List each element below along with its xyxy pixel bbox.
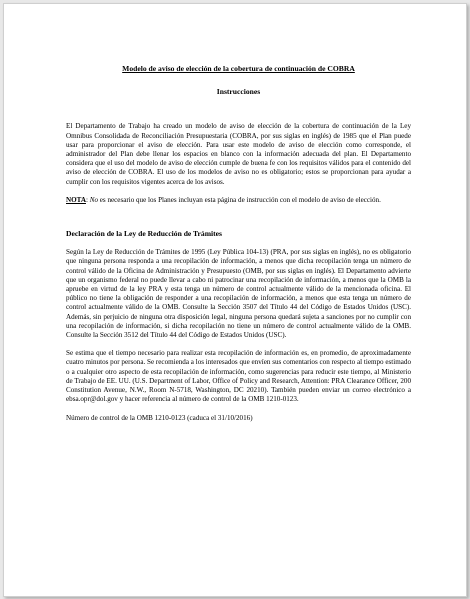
note-text: es necesario que los Planes incluyan esta página de instrucción con el modelo de aviso de elección. [98,195,381,204]
note-paragraph [66,196,411,205]
note-emphasis: No [89,195,98,204]
document-page [3,3,467,597]
paperwork-paragraph-2: Se estima que el tiempo necesario para realizar esta recopilación de información es, en promedio, de aproximadamente cuatro minutos por persona. Se recomienda a los interesados que envíen sus comentarios con respecto al tiempo estimado o a cualquier otro aspecto de esta recopilación de información, como sugerencias para reducir este tiempo, al Ministerio de Trabajo de EE. UU. (U.S. Department of Labor, Office of Policy and Research, Attention: PRA Clearance Officer, 200 Constitution Avenue, N.W., Room N-5718, Washington, DC 20210). También pueden enviar un correo electrónico a ebsa.opr@dol.gov y hacer referencia al número de control de la OMB 1210-0123. [66,349,411,404]
document-title: Modelo de aviso de elección de la cobertura de continuación de COBRA [122,64,355,73]
intro-paragraph: El Departamento de Trabajo ha creado un modelo de aviso de elección de la cobertura de continuación de la Ley Omnibus Consolidada de Reconciliación Presupuestaria (COBRA, por sus siglas en inglés) de 1985 que el Plan puede usar para proporcionar el aviso de elección. Para usar este modelo de aviso de elección como corresponde, el administrador del Plan debe llenar los espacios en blanco con la información adecuada del plan. El Departamento considera que el uso del modelo de aviso de elección cumple de buena fe con los requisitos válidos para el contenido del aviso de elección de COBRA. El uso de los modelos de aviso no es obligatorio; estos se proporcionan para ayudar a cumplir con los requisitos vigentes acerca de los avisos. [66,122,411,186]
document-content [66,64,411,424]
paperwork-paragraph-1: Según la Ley de Reducción de Trámites de 1995 (Ley Pública 104-13) (PRA, por sus siglas en inglés), no es obligatorio que ninguna persona responda a una recopilación de información, a menos que dicha recopilación tenga un número de control válido de la Oficina de Administración y Presupuesto (OMB, por sus siglas en inglés). El Departamento advierte que un organismo federal no puede llevar a cabo ni patrocinar una recopilación de información, a menos que la OMB la apruebe en virtud de la ley PRA y esta tenga un número de control actualmente válido de la mencionada oficina. El público no tiene la obligación de responder a una recopilación de información, a menos que esta tenga un número de control actualmente válido de la OMB. Consulte la Sección 3507 del Título 44 del Código de Estados Unidos (USC). Además, sin perjuicio de ninguna otra disposición legal, ninguna persona quedará sujeta a sanciones por no cumplir con una recopilación de información, si dicha recopilación no tiene un número de control actualmente válido de la OMB. Consulte la Sección 3512 del Título 44 del Código de Estados Unidos (USC). [66,248,411,340]
document-subtitle: Instrucciones [216,87,261,97]
section-heading: Declaración de la Ley de Reducción de Trámites [66,229,223,239]
note-separator: : [85,195,90,204]
note-label: NOTA [66,195,86,204]
omb-control-number: Número de control de la OMB 1210-0123 (caduca el 31/10/2016) [66,414,253,423]
